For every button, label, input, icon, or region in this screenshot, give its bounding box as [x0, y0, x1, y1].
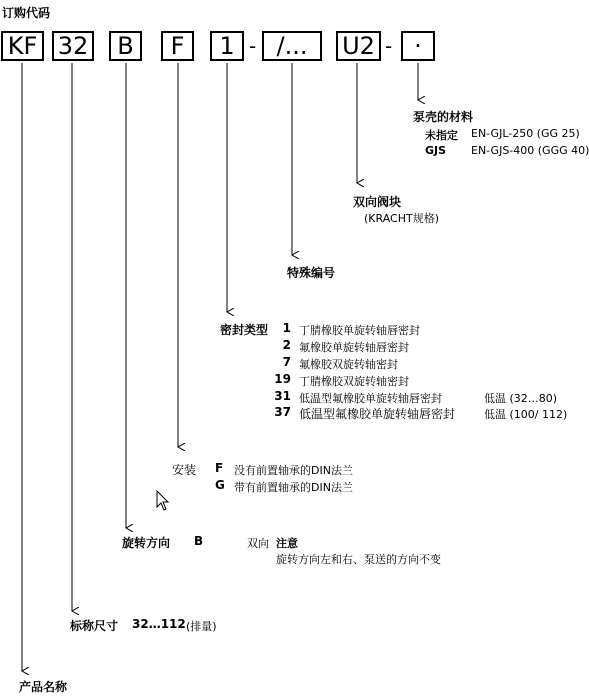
- seal-num: 1: [282, 321, 291, 335]
- material-heading: 泵壳的材料: [413, 110, 474, 124]
- material-key-2: GJS: [425, 144, 447, 157]
- code-box-special: /...: [262, 31, 322, 61]
- code-box-size: 32: [52, 31, 94, 61]
- seal-num: 37: [274, 405, 291, 419]
- material-key-1: 未指定: [425, 129, 458, 142]
- valve-heading: 双向阀块: [353, 195, 402, 209]
- code-box-seal: 1: [210, 31, 244, 61]
- seal-temp: 低温 (100/ 112): [484, 408, 568, 421]
- seal-text: 低温型氟橡胶单旋转轴唇密封: [299, 392, 442, 405]
- special-heading: 特殊编号: [287, 266, 336, 280]
- seal-heading: 密封类型: [220, 323, 269, 337]
- seal-num: 2: [282, 338, 291, 352]
- rotation-heading: 旋转方向: [122, 536, 171, 550]
- material-value-2: EN-GJS-400 (GGG 40): [471, 144, 589, 157]
- code-box-rotation: B: [109, 31, 142, 61]
- valve-note: (KRACHT规格): [364, 212, 439, 225]
- size-heading: 标称尺寸: [70, 619, 119, 633]
- seal-num: 31: [274, 389, 291, 403]
- seal-num: 19: [274, 372, 291, 386]
- rotation-value: 双向: [247, 537, 269, 550]
- rotation-note-label: 注意: [276, 537, 298, 550]
- seal-num: 7: [282, 355, 291, 369]
- seal-temp: 低温 (32…80): [484, 392, 558, 405]
- code-dash: -: [249, 34, 257, 58]
- seal-text: 丁腈橡胶双旋转轴密封: [299, 375, 409, 388]
- mounting-text-g: 带有前置轴承的DIN法兰: [234, 481, 353, 494]
- code-box-product: KF: [1, 31, 44, 61]
- code-box-valve: U2: [336, 31, 381, 61]
- seal-text: 氟橡胶双旋转轴密封: [299, 358, 398, 371]
- mounting-key-f: F: [215, 461, 224, 475]
- rotation-note-text: 旋转方向左和右、泵送的方向不变: [276, 553, 441, 566]
- seal-text: 低温型氟橡胶单旋转轴唇密封: [299, 407, 456, 421]
- code-box-material: ·: [401, 31, 435, 61]
- rotation-key: B: [194, 534, 204, 548]
- seal-text: 氟橡胶单旋转轴唇密封: [299, 341, 409, 354]
- mounting-key-g: G: [215, 478, 225, 492]
- mounting-text-f: 没有前置轴承的DIN法兰: [234, 464, 353, 477]
- code-dash: -: [385, 34, 393, 58]
- material-value-1: EN-GJL-250 (GG 25): [471, 127, 580, 140]
- page-title: 订购代码: [2, 6, 51, 20]
- mouse-cursor-icon: [156, 490, 170, 512]
- size-range: 32…112: [132, 617, 186, 631]
- seal-text: 丁腈橡胶单旋转轴唇密封: [299, 324, 420, 337]
- mounting-heading: 安装: [172, 463, 197, 477]
- code-box-mounting: F: [161, 31, 194, 61]
- size-note: (排量): [186, 620, 217, 633]
- product-name-heading: 产品名称: [19, 680, 68, 694]
